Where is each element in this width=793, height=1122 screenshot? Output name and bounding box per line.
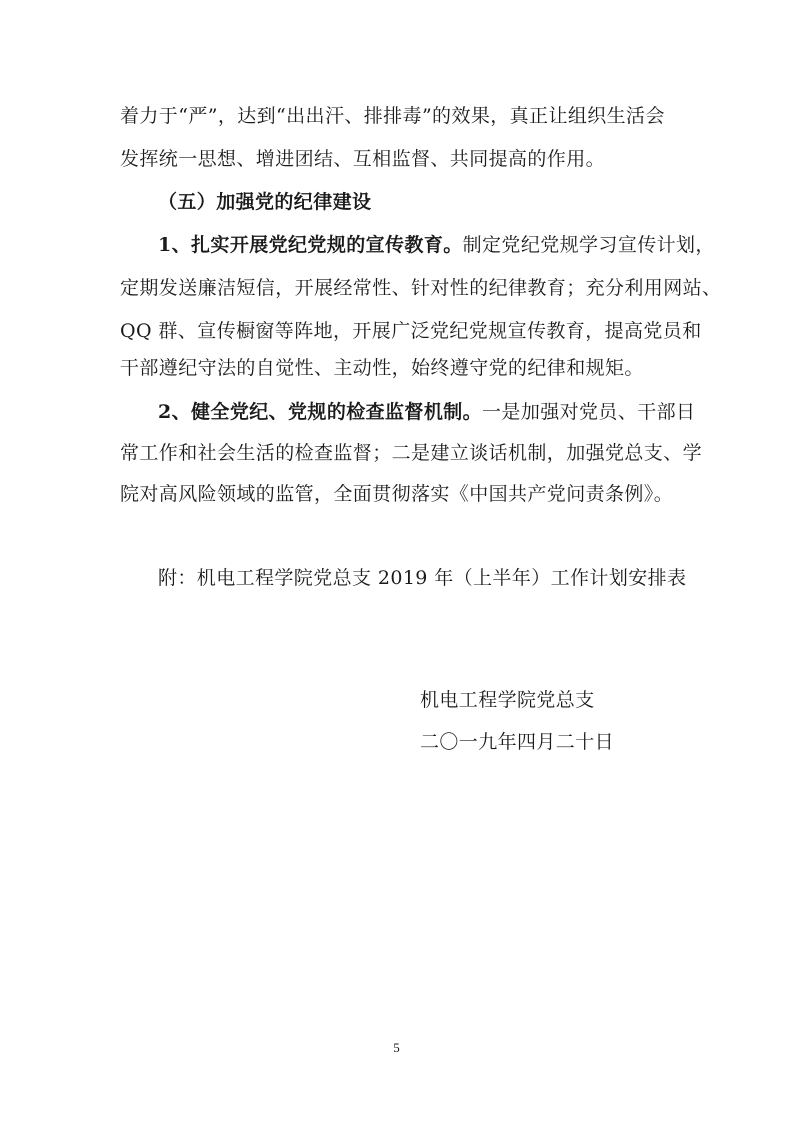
item1-first-line	[158, 233, 718, 257]
body-text-line: 着力于“严”，达到“出出汗、排排毒”的效果，真正让组织生活会	[120, 105, 665, 127]
body-text-line: 常工作和社会生活的检查监督；二是建立谈话机制，加强党总支、学	[120, 442, 703, 464]
item1-text: 制定党纪党规学习宣传计划，	[462, 234, 715, 256]
body-text-line: 干部遵纪守法的自觉性、主动性，始终遵守党的纪律和规矩。	[120, 357, 644, 379]
body-text-line: 发挥统一思想、增进团结、互相监督、共同提高的作用。	[120, 148, 606, 170]
section-heading: （五）加强党的纪律建设	[158, 191, 372, 213]
body-text-line: 定期发送廉洁短信，开展经常性、针对性的纪律教育；充分利用网站、	[120, 277, 722, 299]
signature-date: 二〇一九年四月二十日	[420, 731, 615, 753]
signature-organization: 机电工程学院党总支	[420, 689, 595, 711]
item2-text: 一是加强对党员、干部日	[482, 401, 696, 423]
item2-heading: 2、健全党纪、党规的检查监督机制。	[158, 401, 483, 423]
item1-heading: 1、扎实开展党纪党规的宣传教育。	[158, 234, 463, 256]
page-number: 5	[393, 1040, 400, 1055]
item2-first-line	[158, 400, 718, 424]
body-text-line: QQ 群、宣传橱窗等阵地，开展广泛党纪党规宣传教育，提高党员和	[120, 320, 702, 342]
body-text-line: 院对高风险领域的监管，全面贯彻落实《中国共产党问责条例》。	[120, 483, 674, 505]
attachment-note: 附：机电工程学院党总支 2019 年（上半年）工作计划安排表	[158, 567, 687, 589]
